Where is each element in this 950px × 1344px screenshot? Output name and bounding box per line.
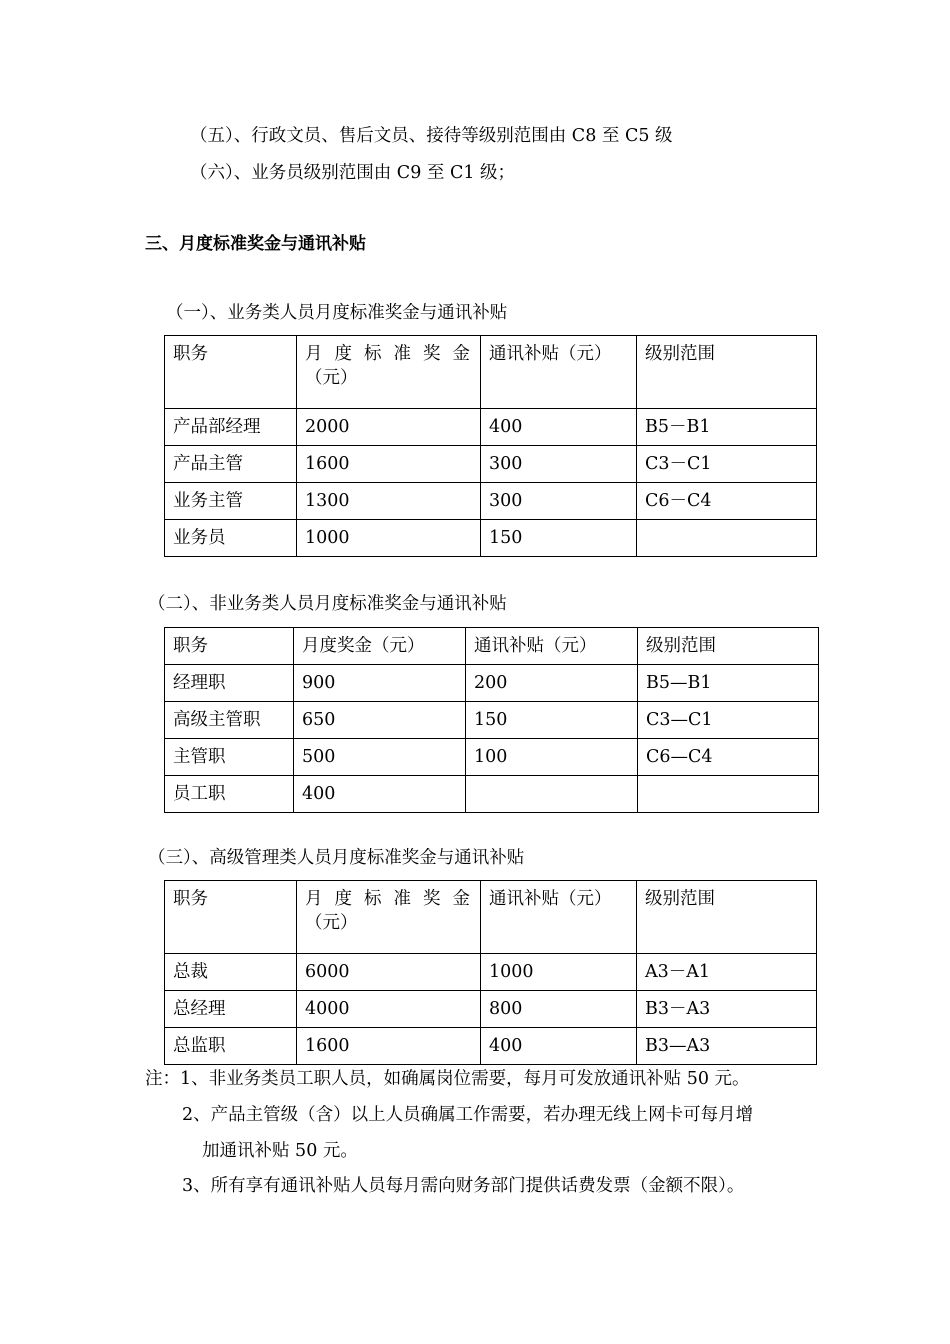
header-cell: 级别范围 [637, 336, 817, 409]
table-cell: 高级主管职 [165, 702, 294, 739]
table-cell: 500 [294, 739, 466, 776]
table-header-row [165, 336, 817, 409]
table-cell: 650 [294, 702, 466, 739]
intro-line-6: （六）、业务员级别范围由 C9 至 C1 级； [190, 163, 516, 183]
table-row [165, 739, 819, 776]
table-row [165, 446, 817, 483]
table-cell: A3－A1 [637, 954, 817, 991]
header-cell: 职务 [165, 881, 297, 954]
header-cell: 通讯补贴（元） [466, 628, 638, 665]
table-cell: 1000 [297, 520, 481, 557]
table1 [164, 335, 817, 557]
table-row [165, 665, 819, 702]
table-row [165, 1028, 817, 1065]
note-2-continued: 加通讯补贴 50 元。 [202, 1141, 358, 1161]
table-cell: 4000 [297, 991, 481, 1028]
table-row [165, 520, 817, 557]
table-cell: 主管职 [165, 739, 294, 776]
table-row [165, 991, 817, 1028]
intro-line-5: （五）、行政文员、售后文员、接待等级别范围由 C8 至 C5 级 [190, 126, 673, 146]
table-cell: 150 [466, 702, 638, 739]
table-cell: 6000 [297, 954, 481, 991]
header-cell: 通讯补贴（元） [481, 336, 637, 409]
note-1: 注：1、非业务类员工职人员，如确属岗位需要，每月可发放通讯补贴 50 元。 [145, 1069, 750, 1089]
table-cell: 400 [294, 776, 466, 813]
table-row [165, 483, 817, 520]
table-cell [637, 520, 817, 557]
table2 [164, 627, 819, 813]
table-cell: 业务主管 [165, 483, 297, 520]
table-cell: 800 [481, 991, 637, 1028]
table3-caption: （三）、高级管理类人员月度标准奖金与通讯补贴 [148, 848, 525, 868]
table-cell: 100 [466, 739, 638, 776]
table2-caption: （二）、非业务类人员月度标准奖金与通讯补贴 [148, 594, 507, 614]
table-cell: 2000 [297, 409, 481, 446]
table-cell: 经理职 [165, 665, 294, 702]
header-cell: 月度标准奖金 （元） [297, 881, 481, 954]
table-row [165, 776, 819, 813]
table-cell: 400 [481, 409, 637, 446]
table-cell: 900 [294, 665, 466, 702]
table-cell: 产品部经理 [165, 409, 297, 446]
note-2: 2、产品主管级（含）以上人员确属工作需要，若办理无线上网卡可每月增 [182, 1105, 754, 1125]
table-cell: C6—C4 [638, 739, 819, 776]
table-cell: B3—A3 [637, 1028, 817, 1065]
section-title: 三、月度标准奖金与通讯补贴 [145, 234, 366, 254]
table-cell: B5－B1 [637, 409, 817, 446]
table-cell: 员工职 [165, 776, 294, 813]
table-cell: 300 [481, 483, 637, 520]
header-cell: 级别范围 [637, 881, 817, 954]
table-cell: C3—C1 [638, 702, 819, 739]
table-cell: 业务员 [165, 520, 297, 557]
table-cell: B5—B1 [638, 665, 819, 702]
header-cell: 级别范围 [638, 628, 819, 665]
table-cell: 总经理 [165, 991, 297, 1028]
table1-caption: （一）、业务类人员月度标准奖金与通讯补贴 [166, 303, 508, 323]
table-cell: 总裁 [165, 954, 297, 991]
table-header-row [165, 881, 817, 954]
table-cell: C6－C4 [637, 483, 817, 520]
table-cell: 1600 [297, 446, 481, 483]
note-3: 3、所有享有通讯补贴人员每月需向财务部门提供话费发票（金额不限）。 [182, 1176, 745, 1196]
header-cell: 职务 [165, 336, 297, 409]
header-cell: 月度标准奖金 （元） [297, 336, 481, 409]
table-row [165, 954, 817, 991]
header-cell: 月度奖金（元） [294, 628, 466, 665]
table-cell: 1600 [297, 1028, 481, 1065]
table-cell: 产品主管 [165, 446, 297, 483]
table-cell [466, 776, 638, 813]
table-cell: 1300 [297, 483, 481, 520]
table-header-row [165, 628, 819, 665]
table-row [165, 409, 817, 446]
table-cell: 总监职 [165, 1028, 297, 1065]
table-row [165, 702, 819, 739]
table-cell: 400 [481, 1028, 637, 1065]
table-cell: 1000 [481, 954, 637, 991]
table3 [164, 880, 817, 1065]
table-cell: C3－C1 [637, 446, 817, 483]
table-cell: 150 [481, 520, 637, 557]
table-cell: 300 [481, 446, 637, 483]
table-cell: 200 [466, 665, 638, 702]
table-cell: B3－A3 [637, 991, 817, 1028]
table-cell [638, 776, 819, 813]
header-cell: 职务 [165, 628, 294, 665]
header-cell: 通讯补贴（元） [481, 881, 637, 954]
